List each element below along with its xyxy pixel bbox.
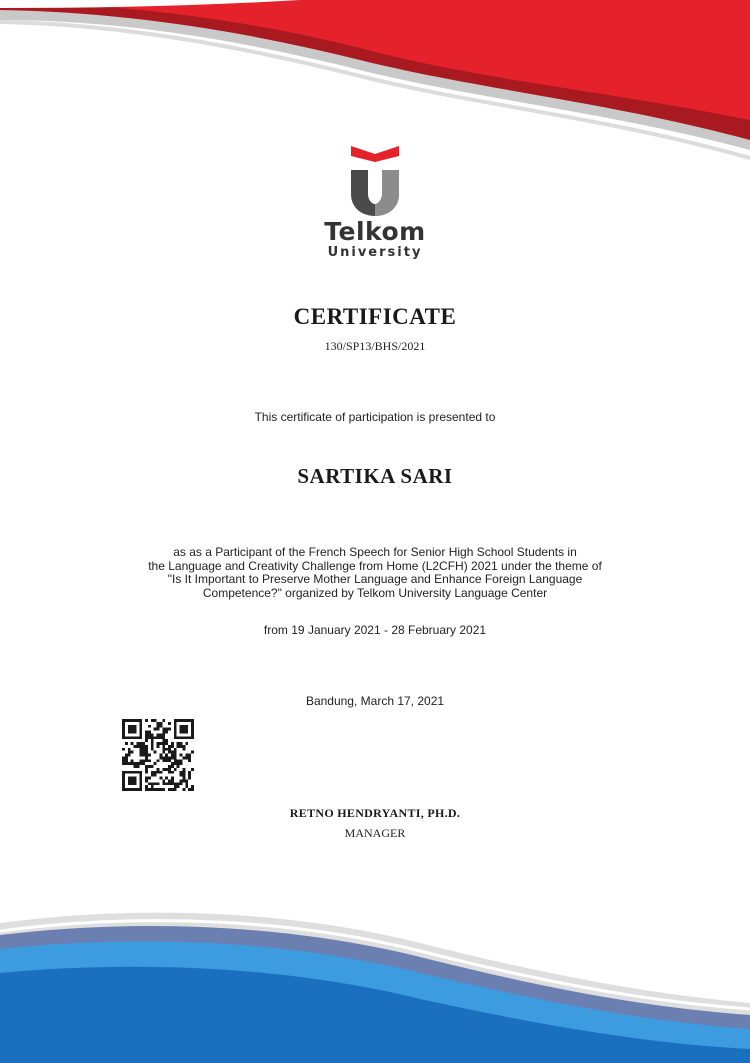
bottom-wave-decoration bbox=[0, 883, 750, 1063]
body-line: Competence?" organized by Telkom University Language Center bbox=[202, 585, 548, 600]
body-line: the Language and Creativity Challenge from Home (L2CFH) 2021 under the theme of bbox=[148, 558, 602, 573]
place-date: Bandung, March 17, 2021 bbox=[305, 694, 445, 708]
signer-name: RETNO HENDRYANTI, PH.D. bbox=[289, 806, 461, 820]
presented-text: This certificate of participation is presented to bbox=[254, 410, 496, 424]
certificate-body bbox=[0, 546, 750, 600]
logo-brand-text: Telkom bbox=[324, 217, 426, 246]
body-line: as as a Participant of the French Speech for Senior High School Students in bbox=[173, 545, 577, 559]
certificate-number: 130/SP13/BHS/2021 bbox=[324, 339, 426, 353]
certificate-title: CERTIFICATE bbox=[293, 304, 457, 329]
logo-book-icon bbox=[351, 146, 399, 162]
signer-title: MANAGER bbox=[344, 826, 406, 840]
qr-code-icon bbox=[122, 719, 194, 791]
event-period: from 19 January 2021 - 28 February 2021 bbox=[263, 623, 487, 637]
body-line: "Is It Important to Preserve Mother Language and Enhance Foreign Language bbox=[167, 572, 583, 586]
logo-wordmark bbox=[300, 218, 450, 260]
logo-subtitle-text: University bbox=[327, 245, 423, 260]
recipient-name: SARTIKA SARI bbox=[297, 464, 453, 488]
